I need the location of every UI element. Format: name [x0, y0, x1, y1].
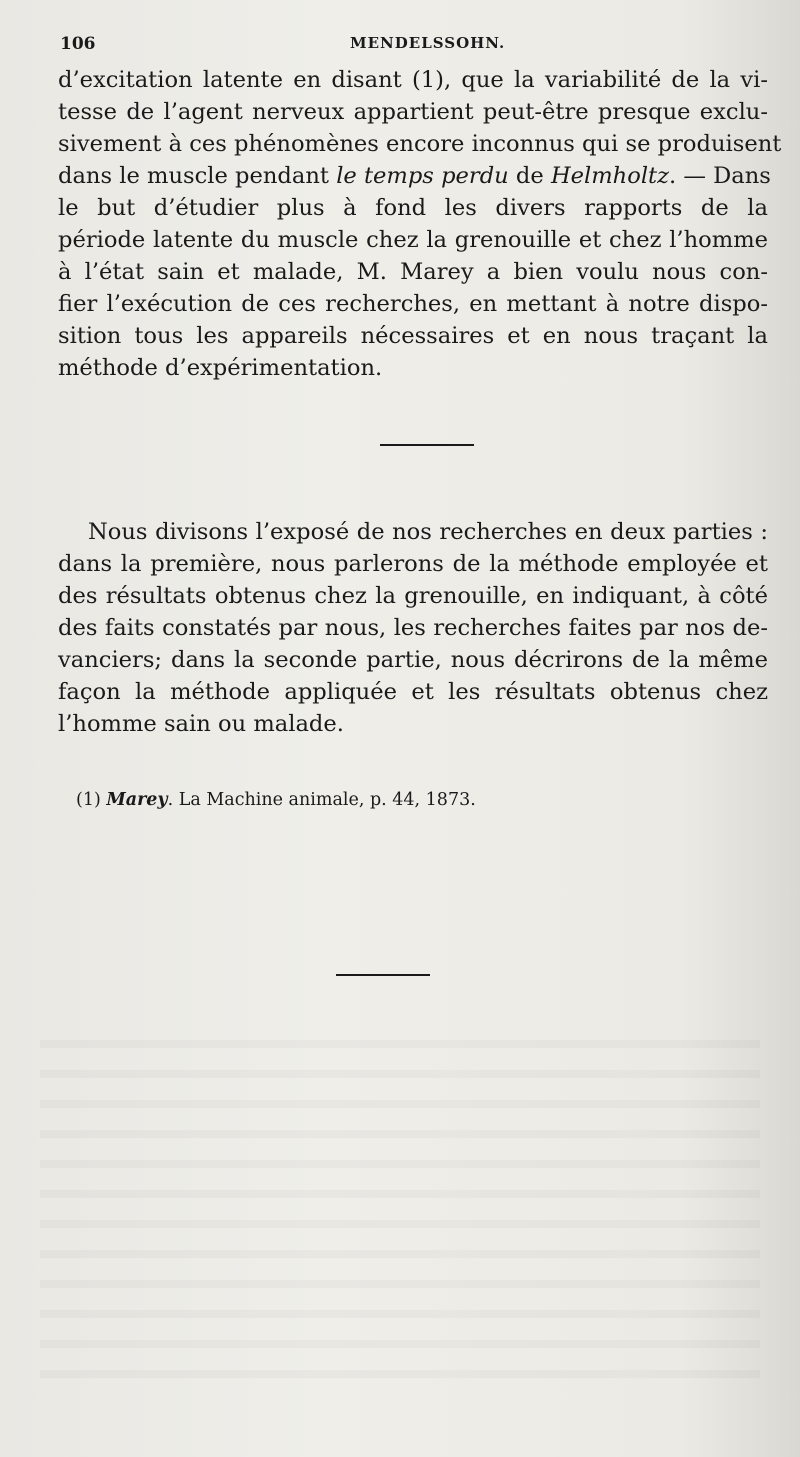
text-run: . — Dans — [669, 163, 771, 189]
text-line — [58, 160, 771, 192]
page-header — [60, 34, 760, 58]
paragraph-1 — [58, 64, 782, 384]
text-line: l’homme sain ou malade. — [58, 711, 344, 737]
footnote — [76, 790, 476, 810]
text-run: de — [508, 163, 551, 189]
text-line: méthode d’expérimentation. — [58, 355, 383, 381]
text-line: période latente du muscle chez la grenouille et chez l’homme — [58, 227, 768, 253]
italic-name: Helmholtz — [550, 163, 670, 189]
footnote-text: . La Machine animale, p. 44, 1873. — [167, 790, 476, 810]
text-line: sition tous les appareils nécessaires et en nous traçant la — [58, 323, 768, 349]
italic-term: le temps perdu — [336, 163, 509, 189]
text-line: sivement à ces phénomènes encore inconnus qui se produisent — [58, 131, 782, 157]
text-line: le but d’étudier plus à fond les divers rapports de la — [58, 195, 768, 221]
bleed-through-texture — [40, 1040, 760, 1400]
text-line: des résultats obtenus chez la grenouille, en indiquant, à côté — [58, 583, 768, 609]
end-divider — [336, 974, 430, 976]
text-line: tesse de l’agent nerveux appartient peut-être presque exclu- — [58, 99, 768, 125]
running-head: MENDELSSOHN. — [350, 34, 506, 52]
footnote-author: Marey — [106, 790, 168, 810]
text-line: Nous divisons l’exposé de nos recherches en deux parties : — [88, 519, 768, 545]
text-line: à l’état sain et malade, M. Marey a bien voulu nous con- — [58, 259, 768, 285]
section-divider — [380, 444, 474, 446]
text-line: façon la méthode appliquée et les résultats obtenus chez — [58, 679, 768, 705]
text-line: des faits constatés par nous, les recherches faites par nos de- — [58, 615, 768, 641]
text-line: dans la première, nous parlerons de la méthode employée et — [58, 551, 768, 577]
footnote-marker: (1) — [76, 790, 107, 810]
paragraph-2 — [58, 516, 768, 740]
text-line: vanciers; dans la seconde partie, nous décrirons de la même — [58, 647, 768, 673]
text-line: fier l’exécution de ces recherches, en mettant à notre dispo- — [58, 291, 768, 317]
page-number: 106 — [60, 34, 96, 54]
text-run: dans le muscle pendant — [58, 163, 337, 189]
text-line: d’excitation latente en disant (1), que la variabilité de la vi- — [58, 67, 768, 93]
